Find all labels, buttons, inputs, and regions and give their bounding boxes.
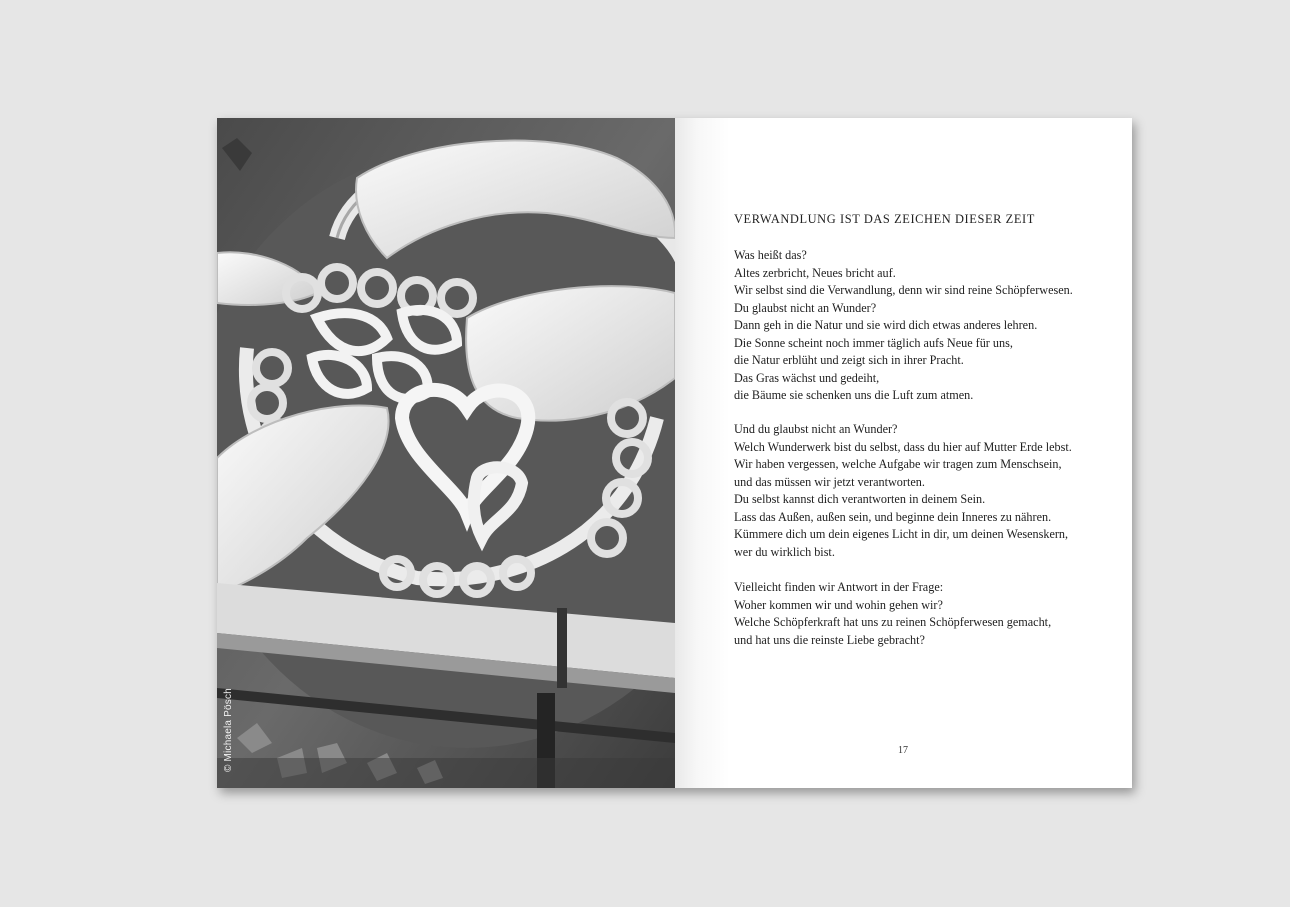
verse-line: Dann geh in die Natur und sie wird dich etwas anderes lehren. <box>734 318 1038 332</box>
photo-page <box>217 118 675 788</box>
verse-line: Wir haben vergessen, welche Aufgabe wir tragen zum Menschsein, <box>734 457 1062 471</box>
verse-line: Das Gras wächst und gedeiht, <box>734 370 880 385</box>
book-spread <box>217 118 1132 788</box>
page-number: 17 <box>898 745 908 756</box>
verse-line: Du selbst kannst dich verantworten in deinem Sein. <box>734 492 986 506</box>
verse-line: und hat uns die reinste Liebe gebracht? <box>734 632 925 647</box>
verse-line: Welch Wunderwerk bist du selbst, dass du hier auf Mutter Erde lebst. <box>734 439 1072 454</box>
verse-line: Altes zerbricht, Neues bricht auf. <box>734 265 896 280</box>
verse-line: Welche Schöpferkraft hat uns zu reinen Schöpferwesen gemacht, <box>734 615 1052 629</box>
photo-credit: © Michaela Pösch <box>223 688 234 772</box>
verse-line: die Bäume sie schenken uns die Luft zum atmen. <box>734 388 974 402</box>
stanza-3 <box>734 579 1051 649</box>
verse-line: Was heißt das? <box>734 248 807 262</box>
verse-line: die Natur erblüht und zeigt sich in ihrer Pracht. <box>734 353 964 367</box>
verse-line: Lass das Außen, außen sein, und beginne dein Inneres zu nähren. <box>734 509 1052 524</box>
verse-line: Woher kommen wir und wohin gehen wir? <box>734 597 943 612</box>
verse-line: Und du glaubst nicht an Wunder? <box>734 422 898 436</box>
verse-line: Kümmere dich um dein eigenes Licht in dir, um deinen Wesenskern, <box>734 527 1069 541</box>
verse-line: und das müssen wir jetzt verantworten. <box>734 474 925 489</box>
text-page <box>675 118 1132 788</box>
verse-line: Wir selbst sind die Verwandlung, denn wir sind reine Schöpferwesen. <box>734 283 1073 297</box>
verse-line: Vielleicht finden wir Antwort in der Frage: <box>734 580 944 594</box>
verse-line: wer du wirklich bist. <box>734 544 835 559</box>
stanza-2 <box>734 421 1072 561</box>
verse-line: Die Sonne scheint noch immer täglich aufs Neue für uns, <box>734 335 1013 350</box>
verse-line: Du glaubst nicht an Wunder? <box>734 300 877 315</box>
stanza-1 <box>734 247 1073 405</box>
ceramic-heart-wings-relief-photo <box>217 118 675 788</box>
page-title: VERWANDLUNG IST DAS ZEICHEN DIESER ZEIT <box>734 212 1035 226</box>
